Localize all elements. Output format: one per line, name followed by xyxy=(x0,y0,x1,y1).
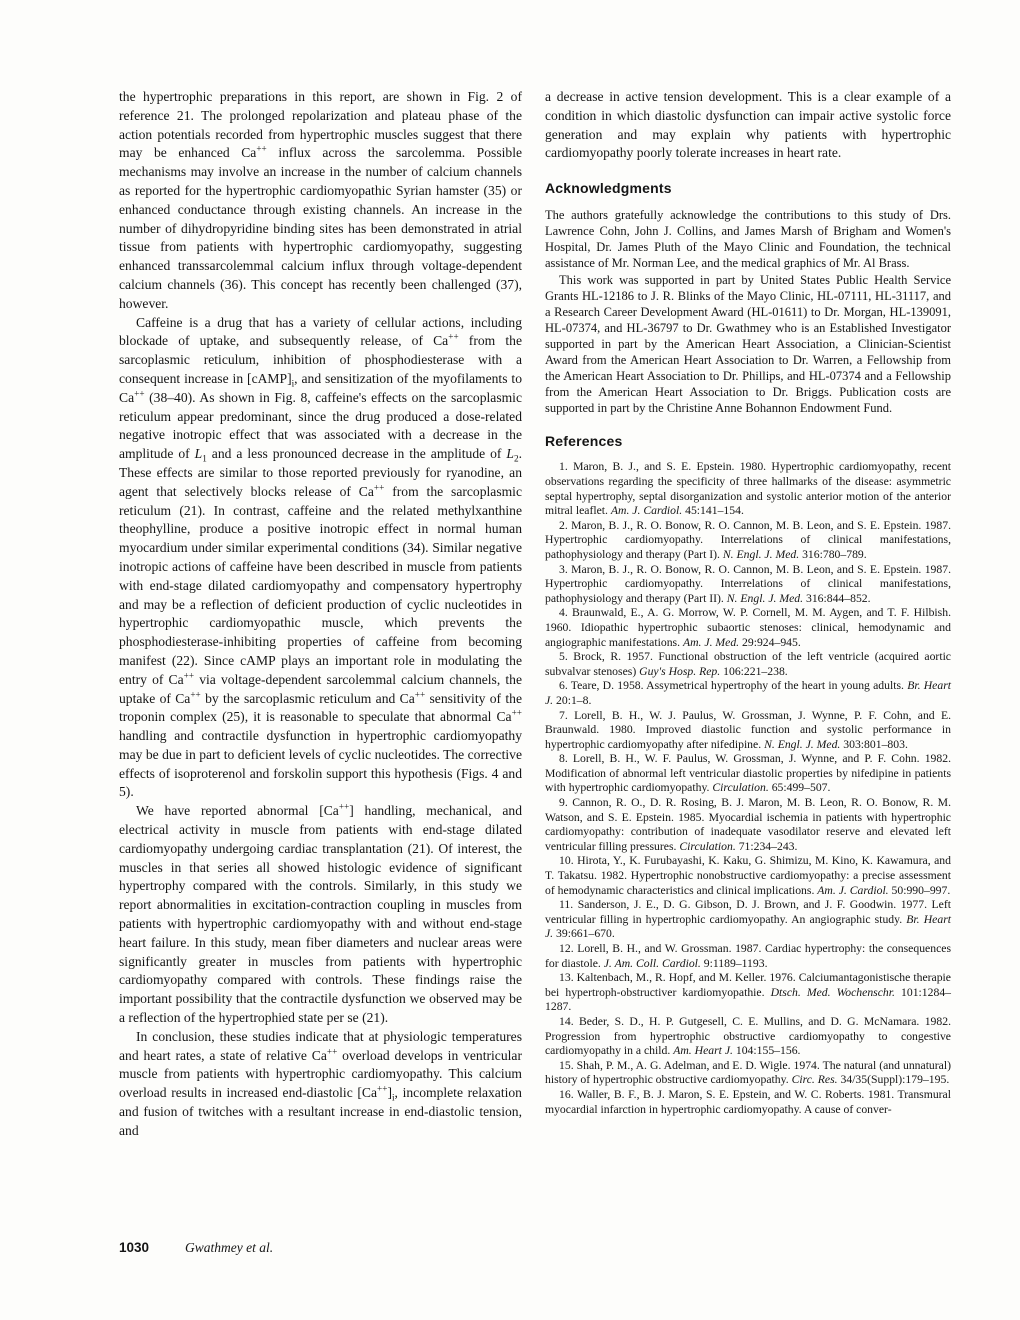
reference-item: 15. Shah, P. M., A. G. Adelman, and E. D. Wigle. 1974. The natural (and unnatural) history of hypertrophic obstructive cardiomyopathy. Circ. Res. 34/35(Suppl):179–195. xyxy=(545,1058,951,1087)
reference-item: 16. Waller, B. F., B. J. Maron, S. E. Epstein, and W. C. Roberts. 1981. Transmural myocardial infarction in hypertrophic cardiomyopathy. A cause of conver- xyxy=(545,1087,951,1116)
acknowledgments-heading: Acknowledgments xyxy=(545,180,672,197)
reference-item: 1. Maron, B. J., and S. E. Epstein. 1980. Hypertrophic cardiomyopathy, recent observations regarding the specificity of three hallmarks of the disease: asymmetric septal hypertrophy, septal disorganization and systolic anterior motion of the anterior mitral leaflet. Am. J. Cardiol. 45:141–154. xyxy=(545,460,951,518)
right-column xyxy=(545,88,951,1117)
references-section xyxy=(545,460,951,1117)
page-number: 1030 xyxy=(119,1240,150,1255)
reference-item: 2. Maron, B. J., R. O. Bonow, R. O. Cannon, M. B. Leon, and S. E. Epstein. 1987. Hypertrophic cardiomyopathy. Interrelations of clinical manifestations, pathophysiology and therapy (Part I). N. Engl. J. Med. 316:780–789. xyxy=(545,518,951,561)
reference-item: 9. Cannon, R. O., D. R. Rosing, B. J. Maron, M. B. Leon, R. O. Bonow, R. M. Watson, and S. E. Epstein. 1985. Myocardial ischemia in patients with hypertrophic cardiomyopathy: contribution of inadequate vasodilator reserve and elevated left ventricular filling pressures. Circulation. 71:234–243. xyxy=(545,796,951,853)
reference-item: 7. Lorell, B. H., W. J. Paulus, W. Grossman, J. Wynne, P. F. Cohn, and E. Braunwald. 1980. Improved diastolic function and systolic performance in hypertrophic cardiomyopathy after nifedipine. N. Engl. J. Med. 303:801–803. xyxy=(545,708,951,751)
reference-item: 10. Hirota, Y., K. Furubayashi, K. Kaku, G. Shimizu, M. Kino, K. Kawamura, and T. Takatsu. 1982. Hypertrophic nonobstructive cardiomyopathy: a precise assessment of hemodynamic characteristics and clinical implications. Am. J. Cardiol. 50:990–997. xyxy=(545,854,951,897)
left-column xyxy=(119,88,522,1141)
reference-item: 4. Braunwald, E., A. G. Morrow, W. P. Cornell, M. M. Aygen, and T. F. Hilbish. 1960. Idiopathic hypertrophic subaortic stenoses: clinical, hemodynamic and angiographic manifestations. Am. J. Med. 29:924–945. xyxy=(545,606,951,649)
reference-item: 5. Brock, R. 1957. Functional obstruction of the left ventricle (acquired aortic subvalvar stenoses) Guy's Hosp. Rep. 106:221–238. xyxy=(545,650,951,678)
body-paragraph: In conclusion, these studies indicate that at physiologic temperatures and heart rates, a state of relative Ca++ overload develops in ventricular muscle from patients with hypertrophic cardiomyopathy. This calcium overload results in increased end-diastolic $[Ca^{++}]_i$, incomplete relaxation and fusion of twitches with a resultant increase in end-diastolic tension, and xyxy=(119,1028,522,1138)
body-paragraph: the hypertrophic preparations in this report, are shown in Fig. 2 of reference 21. The prolonged repolarization and plateau phase of the action potentials recorded from hypertrophic muscles suggest that there may be enhanced Ca++ influx across the sarcolemma. Possible mechanisms may involve an increase in the number of calcium channels as reported for the hypertrophic cardiomyopathic Syrian hamster (35) or enhanced conductance through existing channels. An increase in the number of dihydropyridine binding sites has been demonstrated in atrial tissue from patients with hypertrophic cardiomyopathy, suggesting enhanced transsarcolemmal calcium influx through voltage-dependent calcium channels (36). This concept has recently been challenged (37), however. xyxy=(119,89,522,311)
references-heading: References xyxy=(545,433,623,450)
reference-item: 13. Kaltenbach, M., R. Hopf, and M. Keller. 1976. Calciumantagonistische therapie bei hypertroph-obstructiver kardiomyopathie. Dtsch. Med. Wochenschr. 101:1284–1287. xyxy=(545,971,952,1014)
reference-item: 14. Beder, S. D., H. P. Gutgesell, C. E. Mullins, and D. G. McNamara. 1982. Progression from hypertrophic obstructive cardiomyopathy to congestive cardiomyopathy in a child. Am. Heart J. 104:155–156. xyxy=(545,1014,951,1058)
running-authors: Gwathmey et al. xyxy=(185,1240,274,1255)
reference-item: 12. Lorell, B. H., and W. Grossman. 1987. Cardiac hypertrophy: the consequences for diastole. J. Am. Coll. Cardiol. 9:1189–1193. xyxy=(545,942,951,970)
reference-item: 8. Lorell, B. H., W. F. Paulus, W. Grossman, J. Wynne, and P. F. Cohn. 1982. Modification of abnormal left ventricular diastolic properties by nifedipine in patients with hypertrophic cardiomyopathy. Circulation. 65:499–507. xyxy=(545,752,951,795)
body-paragraph: Caffeine is a drug that has a variety of cellular actions, including blockade of uptake, and subsequently release, of Ca++ from the sarcoplasmic reticulum, inhibition of phosphodiesterase with a consequent increase in $[cAMP]_i$, and sensitization of the myofilaments to Ca++ (38–40). As shown in Fig. 8, caffeine's effects on the sarcoplasmic reticulum appear predominant, since the drug produced a dose-related negative inotropic effect that was associated with a decrease in the amplitude of $L_1$ and a less pronounced decrease in the amplitude of $L_2$. These effects are similar to those reported previously for ryanodine, an agent that selectively blocks release of Ca++ from the sarcoplasmic reticulum (21). In contrast, caffeine and the related methylxanthine theophylline, produce a positive inotropic effect in normal human myocardium under similar experimental conditions (34). Similar negative inotropic actions of caffeine have been described in muscle from patients with end-stage dilated cardiomyopathy and compensatory hypertrophy and may be a reflection of deficient production of cyclic nucleotides in hypertrophic cardiomyopathic muscle, which prevents the phosphodiesterase-inhibiting properties of caffeine from becoming manifest (22). Since cAMP plays an important role in modulating the entry of Ca++ via voltage-dependent sarcolemmal calcium channels, the uptake of Ca++ by the sarcoplasmic reticulum and Ca++ sensitivity of the troponin complex (25), it is reasonable to speculate that abnormal Ca++ handling and contractile dysfunction in hypertrophic cardiomyopathy may be due in part to deficient levels of cyclic nucleotides. The corrective effects of isoproterenol and forskolin support this hypothesis (Figs. 4 and 5). xyxy=(119,314,523,800)
acknowledgments-paragraph: This work was supported in part by United States Public Health Service Grants HL-12186 to J. R. Blinks of the Mayo Clinic, HL-07111, HL-31117, and a Research Career Development Award (HL-01611) to Dr. Morgan, HL-139091, HL-07374, and HL-36797 to Dr. Gwathmey who is an Established Investigator supported in part by the American Heart Association, a Clinician-Scientist Award from the American Heart Association to Dr. Warren, a Fellowship from the American Heart Association to Dr. Phillips, and HL-07374 and a Fellowship from the American Heart Association to Dr. Briggs. Publication costs are supported in part by the Christine Anne Bohannon Endowment Fund. xyxy=(545,272,951,416)
acknowledgments-paragraph: The authors gratefully acknowledge the contributions to this study of Drs. Lawrence Cohn, John J. Collins, and James Marsh of Brigham and Women's Hospital, Dr. James Pluth of the Mayo Clinic and Foundation, the technical assistance of Mr. Norman Lee, and the medical graphics of Mr. Al Brass. xyxy=(545,208,951,271)
body-paragraph: a decrease in active tension development. This is a clear example of a condition in which diastolic dysfunction can impair active systolic force generation and may explain why patients with hypertrophic cardiomyopathy poorly tolerate increases in heart rate. xyxy=(545,89,951,161)
page-footer xyxy=(119,1240,273,1256)
body-paragraph: We have reported abnormal [Ca++] handling, mechanical, and electrical activity in muscle from patients with end-stage dilated cardiomyopathy undergoing cardiac transplantation (21). Of interest, the muscles in that series all showed histologic evidence of significant hypertrophy compared with the controls. Similarly, in this study we report abnormalities in excitation-contraction coupling in muscles from patients with hypertrophic cardiomyopathy with and without end-stage heart failure. In this study, mean fiber diameters and nuclear areas were significantly greater in muscles from patients with hypertrophic cardiomyopathy compared with controls. These findings raise the important possibility that the contractile dysfunction we observed may be a reflection of the hypertrophied state per se (21). xyxy=(119,801,523,1026)
reference-item: 11. Sanderson, J. E., D. G. Gibson, D. J. Brown, and J. F. Goodwin. 1977. Left ventricular filling in hypertrophic cardiomyopathy. An angiographic study. Br. Heart J. 39:661–670. xyxy=(545,898,951,941)
acknowledgments-section xyxy=(545,207,951,416)
reference-item: 6. Teare, D. 1958. Assymetrical hypertrophy of the heart in young adults. Br. Heart J. 20:1–8. xyxy=(545,679,951,707)
reference-item: 3. Maron, B. J., R. O. Bonow, R. O. Cannon, M. B. Leon, and S. E. Epstein. 1987. Hypertrophic cardiomyopathy. Interrelations of clinical manifestations, pathophysiology and therapy (Part II). N. Engl. J. Med. 316:844–852. xyxy=(545,562,951,605)
